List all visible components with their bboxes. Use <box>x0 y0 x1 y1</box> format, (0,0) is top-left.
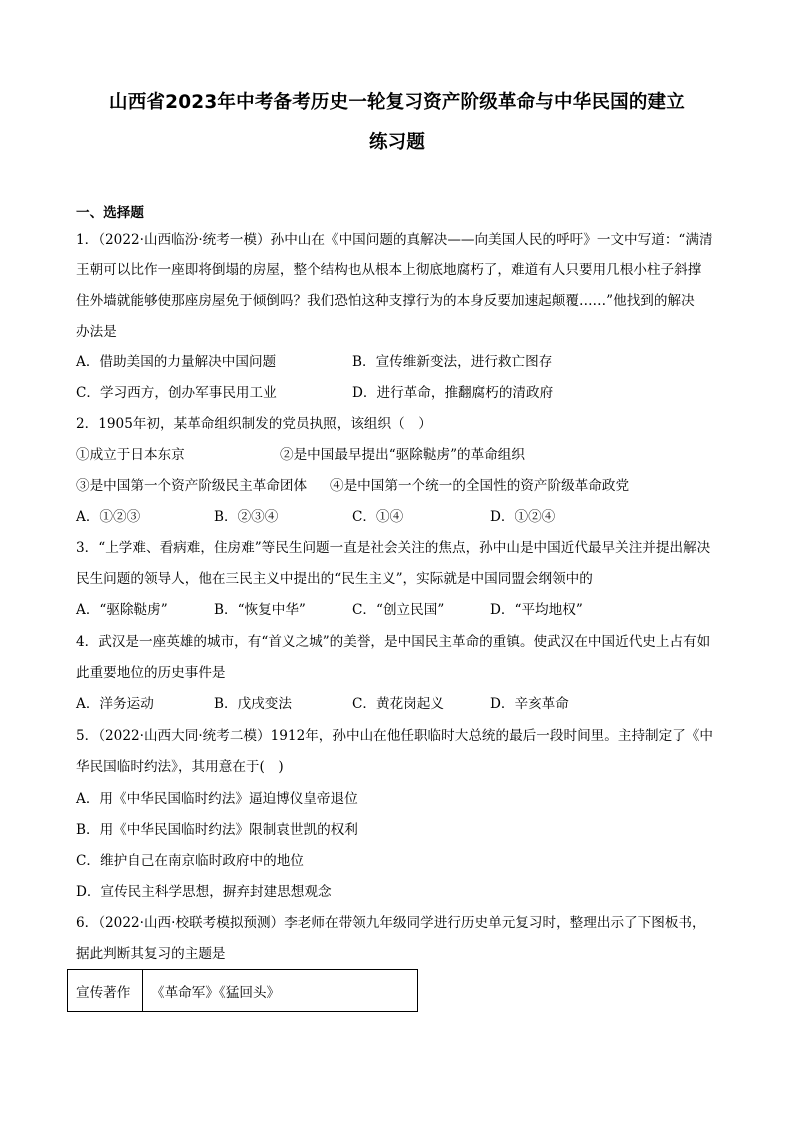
question-1-line-3: 住外墙就能够使那座房屋免于倾倒吗？我们恐怕这种支撑行为的本身反要加速起颠覆……”他找到的解决 <box>76 293 695 309</box>
question-5-option-b: B．用《中华民国临时约法》限制袁世凯的权利 <box>76 822 358 838</box>
question-1-line-1: 1．（2022·山西临汾·统考一模）孙中山在《中国问题的真解决——向美国人民的呼吁》一文中写道：“满清 <box>76 232 713 248</box>
question-3-option-b: B．“恢复中华” <box>214 602 306 618</box>
question-3-option-a: A．“驱除鞑虏” <box>76 602 168 618</box>
question-1-option-a: A．借助美国的力量解决中国问题 <box>76 354 277 370</box>
question-2-option-a: A．①②③ <box>76 509 141 525</box>
question-2-option-c: C．①④ <box>352 509 404 525</box>
document-title: 山西省2023年中考备考历史一轮复习资产阶级革命与中华民国的建立 <box>109 92 685 113</box>
question-5-line-1: 5．（2022·山西大同·统考二模）1912年，孙中山在他任职临时大总统的最后一段时间里。主持制定了《中 <box>76 728 714 744</box>
question-3-option-c: C．“创立民国” <box>352 602 445 618</box>
question-4-line-1: 4．武汉是一座英雄的城市，有“首义之城”的美誉，是中国民主革命的重镇。使武汉在中国近代史上占有如 <box>76 634 711 650</box>
section-heading: 一、选择题 <box>76 205 144 221</box>
question-2-item-2: ②是中国最早提出“驱除鞑虏”的革命组织 <box>280 447 525 463</box>
question-3-line-1: 3．“上学难、看病难，住房难”等民生问题一直是社会关注的焦点，孙中山是中国近代最早关注并提出解决 <box>76 540 711 556</box>
question-2-option-b: B．②③④ <box>214 509 279 525</box>
question-4-option-a: A．洋务运动 <box>76 696 154 712</box>
question-6-line-2: 据此判断其复习的主题是 <box>76 946 226 962</box>
question-5-line-2: 华民国临时约法》，其用意在于( ) <box>76 759 284 775</box>
question-2-line-1: 2．1905年初，某革命组织制发的党员执照，该组织（ ） <box>76 416 432 432</box>
question-4-line-2: 此重要地位的历史事件是 <box>76 665 226 681</box>
question-5-option-d: D．宣传民主科学思想，摒弃封建思想观念 <box>76 884 332 900</box>
question-1-option-c: C．学习西方，创办军事民用工业 <box>76 385 277 401</box>
question-2-item-3: ③是中国第一个资产阶级民主革命团体 <box>76 478 308 494</box>
question-2-item-1: ①成立于日本东京 <box>76 447 185 463</box>
question-4-option-c: C．黄花岗起义 <box>352 696 444 712</box>
table-cell-label: 宣传著作 <box>68 970 143 1012</box>
question-6-line-1: 6．（2022·山西·校联考模拟预测）李老师在带领九年级同学进行历史单元复习时，整理出示了下图板书， <box>76 915 706 931</box>
question-1-line-4: 办法是 <box>76 324 117 340</box>
table-cell-value: 《革命军》《猛回头》 <box>143 970 418 1012</box>
review-board-table <box>67 969 418 1012</box>
question-2-option-d: D．①②④ <box>490 509 556 525</box>
question-5-option-c: C．维护自己在南京临时政府中的地位 <box>76 853 304 869</box>
question-4-option-d: D．辛亥革命 <box>490 696 569 712</box>
question-5-option-a: A．用《中华民国临时约法》逼迫博仪皇帝退位 <box>76 791 358 807</box>
question-1-line-2: 王朝可以比作一座即将倒塌的房屋，整个结构也从根本上彻底地腐朽了，难道有人只要用几根小柱子斜撑 <box>76 262 702 278</box>
question-4-option-b: B．戊戌变法 <box>214 696 292 712</box>
question-3-line-2: 民生问题的领导人，他在三民主义中提出的“民生主义”，实际就是中国同盟会纲领中的 <box>76 571 593 587</box>
document-subtitle: 练习题 <box>368 132 426 153</box>
table-row <box>68 970 418 1012</box>
question-3-option-d: D．“平均地权” <box>490 602 583 618</box>
question-1-option-b: B．宣传维新变法，进行救亡图存 <box>352 354 553 370</box>
question-1-option-d: D．进行革命，推翻腐朽的清政府 <box>352 385 554 401</box>
question-2-item-4: ④是中国第一个统一的全国性的资产阶级革命政党 <box>330 478 630 494</box>
